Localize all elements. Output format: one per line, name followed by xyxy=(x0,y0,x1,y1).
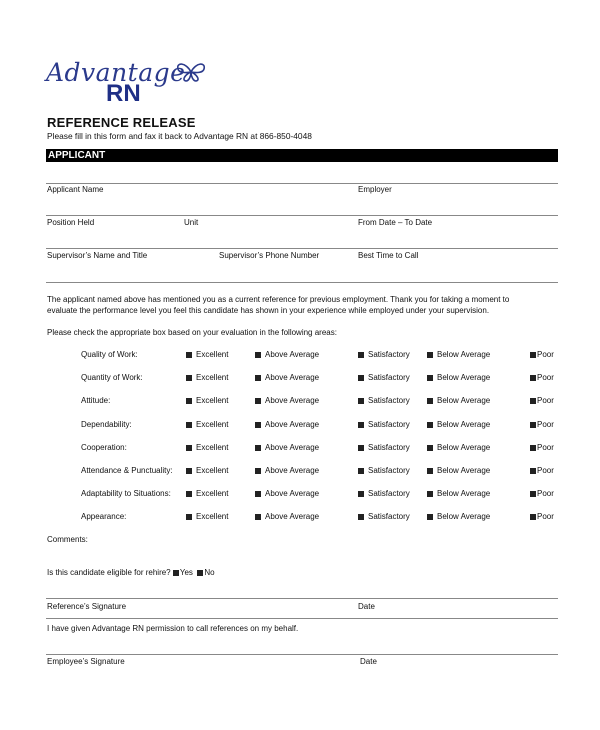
rating-option-label: Satisfactory xyxy=(368,350,410,359)
from-to-date-field[interactable]: From Date – To Date xyxy=(358,218,433,227)
rating-option-poor[interactable] xyxy=(530,443,554,452)
rating-option-label: Excellent xyxy=(196,512,229,521)
rating-option-excellent[interactable] xyxy=(186,396,228,405)
butterfly-icon xyxy=(174,60,208,84)
rating-criterion-label: Cooperation: xyxy=(81,443,127,452)
rating-option-poor[interactable] xyxy=(530,350,554,359)
permission-line xyxy=(46,618,558,619)
rating-option-label: Poor xyxy=(537,373,554,382)
rating-option-below-average[interactable] xyxy=(427,443,490,452)
checkbox[interactable] xyxy=(530,398,536,404)
rehire-question-text: Is this candidate eligible for rehire? xyxy=(47,568,171,577)
checkbox[interactable] xyxy=(530,514,536,520)
checkbox[interactable] xyxy=(186,514,192,520)
rating-option-satisfactory[interactable] xyxy=(358,489,410,498)
rating-option-label: Excellent xyxy=(196,396,229,405)
rating-option-excellent[interactable] xyxy=(186,489,228,498)
rating-option-label: Above Average xyxy=(265,420,320,429)
rating-option-label: Below Average xyxy=(437,466,491,475)
checkbox-no[interactable] xyxy=(197,570,203,576)
rating-option-poor[interactable] xyxy=(530,373,554,382)
reference-date-field[interactable]: Date xyxy=(358,602,375,611)
position-held-field[interactable]: Position Held xyxy=(47,218,95,227)
permission-statement: I have given Advantage RN permission to call references on my behalf. xyxy=(47,624,299,633)
employee-date-field[interactable]: Date xyxy=(360,657,377,666)
applicant-bottom-line xyxy=(46,282,558,283)
checkbox[interactable] xyxy=(255,422,261,428)
rating-option-label: Above Average xyxy=(265,512,320,521)
checkbox[interactable] xyxy=(186,445,192,451)
applicant-name-field[interactable]: Applicant Name xyxy=(47,185,104,194)
rating-option-label: Excellent xyxy=(196,466,229,475)
rating-option-label: Above Average xyxy=(265,396,320,405)
rating-option-excellent[interactable] xyxy=(186,466,228,475)
rating-option-below-average[interactable] xyxy=(427,489,490,498)
checkbox[interactable] xyxy=(358,375,364,381)
rating-option-label: Satisfactory xyxy=(368,396,410,405)
rating-option-below-average[interactable] xyxy=(427,466,490,475)
rating-option-label: Below Average xyxy=(437,373,491,382)
rating-option-label: Excellent xyxy=(196,373,229,382)
rating-option-label: Satisfactory xyxy=(368,512,410,521)
rating-option-satisfactory[interactable] xyxy=(358,420,410,429)
fax-instructions: Please fill in this form and fax it back to Advantage RN at 866-850-4048 xyxy=(47,131,312,141)
rating-criterion-label: Attendance & Punctuality: xyxy=(81,466,173,475)
checkbox[interactable] xyxy=(427,398,433,404)
rating-option-satisfactory[interactable] xyxy=(358,512,410,521)
checkbox[interactable] xyxy=(530,422,536,428)
evaluation-instruction: Please check the appropriate box based on your evaluation in the following areas: xyxy=(47,328,337,337)
checkbox[interactable] xyxy=(255,398,261,404)
rating-option-label: Satisfactory xyxy=(368,489,410,498)
rehire-no-option[interactable] xyxy=(197,568,214,577)
rating-criterion-label: Quality of Work: xyxy=(81,350,138,359)
rating-option-label: Below Average xyxy=(437,489,491,498)
checkbox[interactable] xyxy=(186,468,192,474)
rating-option-label: Below Average xyxy=(437,512,491,521)
rating-option-label: Satisfactory xyxy=(368,373,410,382)
rating-option-label: Above Average xyxy=(265,443,320,452)
rating-option-label: Above Average xyxy=(265,466,320,475)
checkbox[interactable] xyxy=(427,514,433,520)
rating-option-poor[interactable] xyxy=(530,466,554,475)
checkbox[interactable] xyxy=(530,352,536,358)
rating-option-satisfactory[interactable] xyxy=(358,443,410,452)
rating-option-above-average[interactable] xyxy=(255,466,319,475)
rating-option-label: Excellent xyxy=(196,350,229,359)
checkbox[interactable] xyxy=(358,491,364,497)
checkbox[interactable] xyxy=(186,398,192,404)
checkbox[interactable] xyxy=(358,398,364,404)
checkbox[interactable] xyxy=(358,445,364,451)
rating-option-label: Poor xyxy=(537,443,554,452)
checkbox[interactable] xyxy=(358,422,364,428)
checkbox[interactable] xyxy=(427,352,433,358)
rating-option-above-average[interactable] xyxy=(255,373,319,382)
rating-option-satisfactory[interactable] xyxy=(358,350,410,359)
rating-option-above-average[interactable] xyxy=(255,396,319,405)
position-line xyxy=(46,215,558,216)
checkbox[interactable] xyxy=(427,445,433,451)
best-time-field[interactable]: Best Time to Call xyxy=(358,251,419,260)
checkbox[interactable] xyxy=(358,352,364,358)
rating-option-label: Above Average xyxy=(265,489,320,498)
checkbox[interactable] xyxy=(255,375,261,381)
checkbox[interactable] xyxy=(530,491,536,497)
applicant-top-line xyxy=(46,183,558,184)
logo-rn-text: RN xyxy=(106,80,141,107)
rating-option-label: Below Average xyxy=(437,443,491,452)
reference-signature-line xyxy=(46,598,558,599)
rating-criterion-label: Appearance: xyxy=(81,512,127,521)
rating-option-poor[interactable] xyxy=(530,512,554,521)
intro-line-1: The applicant named above has mentioned you as a current reference for previous employment. Thank you for taking a moment to xyxy=(47,295,510,304)
checkbox[interactable] xyxy=(530,445,536,451)
rating-option-below-average[interactable] xyxy=(427,350,490,359)
rating-option-label: Below Average xyxy=(437,396,491,405)
checkbox[interactable] xyxy=(186,375,192,381)
rating-option-excellent[interactable] xyxy=(186,512,228,521)
rating-option-label: Excellent xyxy=(196,443,229,452)
rating-option-satisfactory[interactable] xyxy=(358,373,410,382)
applicant-section-header xyxy=(46,149,558,162)
rating-option-below-average[interactable] xyxy=(427,420,490,429)
rating-criterion-label: Quantity of Work: xyxy=(81,373,143,382)
checkbox[interactable] xyxy=(530,468,536,474)
yes-label: Yes xyxy=(179,568,193,577)
rating-option-above-average[interactable] xyxy=(255,420,319,429)
rating-option-above-average[interactable] xyxy=(255,489,319,498)
rating-option-above-average[interactable] xyxy=(255,443,319,452)
intro-line-2: evaluate the performance level you feel this candidate has shown in your experience while employed under your supervision. xyxy=(47,306,490,315)
rehire-yes-option[interactable] xyxy=(173,568,193,577)
rating-criterion-label: Dependability: xyxy=(81,420,132,429)
rating-option-label: Excellent xyxy=(196,420,229,429)
checkbox[interactable] xyxy=(358,468,364,474)
rating-option-label: Below Average xyxy=(437,420,491,429)
rating-option-poor[interactable] xyxy=(530,489,554,498)
checkbox[interactable] xyxy=(255,445,261,451)
rating-option-label: Poor xyxy=(537,350,554,359)
rating-option-excellent[interactable] xyxy=(186,373,228,382)
logo-script-text: Advantage xyxy=(46,58,186,87)
checkbox[interactable] xyxy=(358,514,364,520)
checkbox[interactable] xyxy=(255,468,261,474)
rating-option-poor[interactable] xyxy=(530,420,554,429)
page-title: REFERENCE RELEASE xyxy=(47,115,196,130)
rating-option-below-average[interactable] xyxy=(427,512,490,521)
rating-option-label: Excellent xyxy=(196,489,229,498)
checkbox[interactable] xyxy=(255,352,261,358)
rating-option-label: Satisfactory xyxy=(368,420,410,429)
supervisor-phone-field[interactable]: Supervisor’s Phone Number xyxy=(219,251,320,260)
rating-option-label: Poor xyxy=(537,396,554,405)
rating-option-excellent[interactable] xyxy=(186,350,228,359)
checkbox[interactable] xyxy=(427,491,433,497)
checkbox[interactable] xyxy=(427,375,433,381)
employee-signature-field[interactable]: Employee’s Signature xyxy=(47,657,125,666)
rating-option-label: Satisfactory xyxy=(368,466,410,475)
rating-option-label: Satisfactory xyxy=(368,443,410,452)
rating-option-label: Poor xyxy=(537,512,554,521)
rating-option-label: Above Average xyxy=(265,373,320,382)
employer-field[interactable]: Employer xyxy=(358,185,392,194)
checkbox[interactable] xyxy=(427,422,433,428)
rating-option-label: Poor xyxy=(537,420,554,429)
rating-option-label: Poor xyxy=(537,489,554,498)
rating-criterion-label: Attitude: xyxy=(81,396,111,405)
checkbox[interactable] xyxy=(427,468,433,474)
checkbox[interactable] xyxy=(186,352,192,358)
unit-field[interactable]: Unit xyxy=(184,218,199,227)
rating-option-below-average[interactable] xyxy=(427,373,490,382)
rating-option-satisfactory[interactable] xyxy=(358,396,410,405)
rating-option-poor[interactable] xyxy=(530,396,554,405)
reference-signature-field[interactable]: Reference’s Signature xyxy=(47,602,127,611)
rating-option-label: Above Average xyxy=(265,350,320,359)
rating-option-satisfactory[interactable] xyxy=(358,466,410,475)
rating-option-above-average[interactable] xyxy=(255,350,319,359)
checkbox[interactable] xyxy=(255,514,261,520)
no-label: No xyxy=(204,568,215,577)
rating-option-excellent[interactable] xyxy=(186,443,228,452)
applicant-section-label: APPLICANT xyxy=(48,150,106,161)
rating-option-below-average[interactable] xyxy=(427,396,490,405)
checkbox-yes[interactable] xyxy=(173,570,179,576)
comments-label: Comments: xyxy=(47,535,88,544)
employee-signature-line xyxy=(46,654,558,655)
checkbox[interactable] xyxy=(186,491,192,497)
supervisor-line xyxy=(46,248,558,249)
checkbox[interactable] xyxy=(186,422,192,428)
rating-option-above-average[interactable] xyxy=(255,512,319,521)
supervisor-name-field[interactable]: Supervisor’s Name and Title xyxy=(47,251,148,260)
rating-option-label: Poor xyxy=(537,466,554,475)
rating-option-label: Below Average xyxy=(437,350,491,359)
rating-option-excellent[interactable] xyxy=(186,420,228,429)
rehire-question xyxy=(47,568,215,577)
rating-criterion-label: Adaptability to Situations: xyxy=(81,489,171,498)
advantage-rn-logo xyxy=(46,58,216,108)
checkbox[interactable] xyxy=(255,491,261,497)
checkbox[interactable] xyxy=(530,375,536,381)
